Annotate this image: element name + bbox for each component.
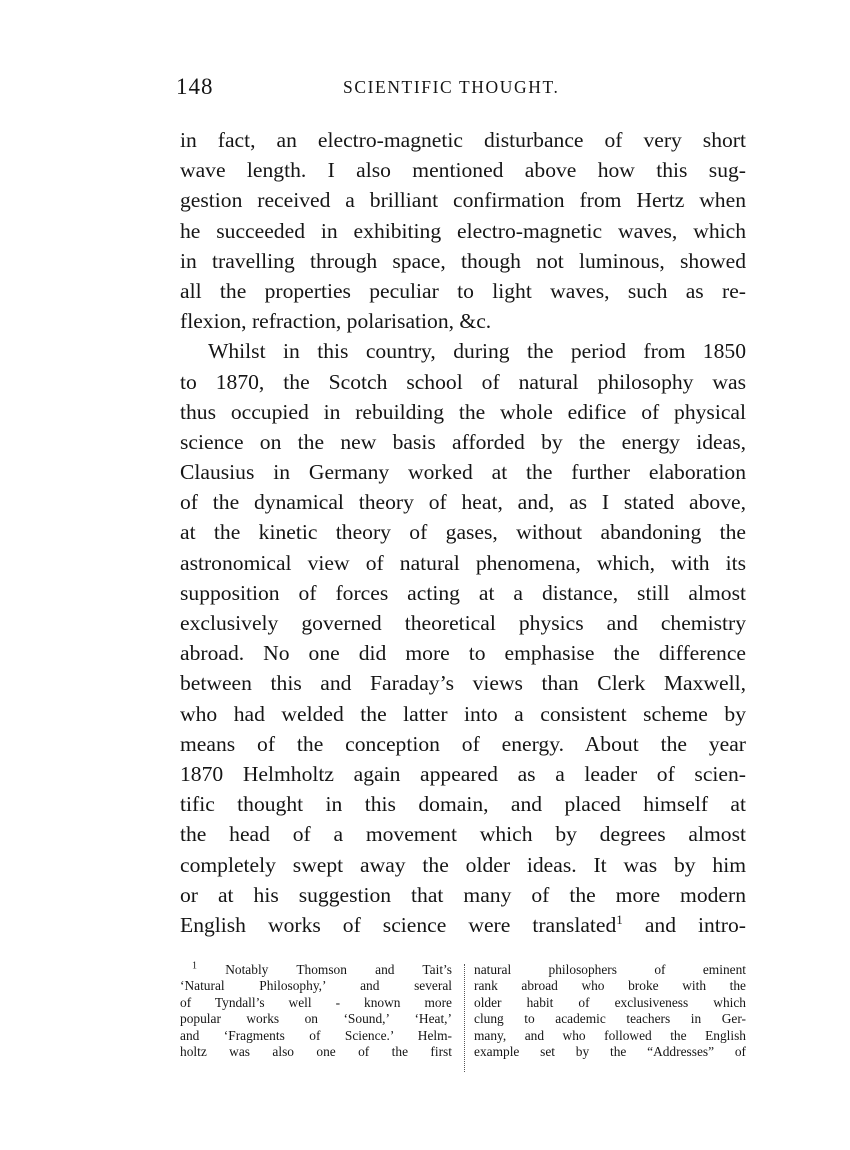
text-line: tific thought in this domain, and placed himself at (180, 792, 746, 817)
running-header (176, 74, 746, 108)
footnote-block (180, 962, 746, 1072)
text-line: to 1870, the Scotch school of natural philosophy was (180, 369, 746, 394)
text-line: supposition of forces acting at a distance, still almost (180, 580, 746, 605)
footnote-line: holtz was also one of the first (180, 1043, 452, 1059)
footnote-line: natural philosophers of eminent (474, 962, 746, 977)
text-line: Clausius in Germany worked at the further elaboration (180, 460, 746, 485)
text-line: exclusively governed theoretical physics and chemistry (180, 611, 746, 635)
text-segment: English works of science were translated (180, 912, 617, 937)
footnote-line: older habit of exclusiveness which (474, 994, 746, 1010)
text-line: of the dynamical theory of heat, and, as I stated above, (180, 490, 746, 515)
text-line: he succeeded in exhibiting electro-magnetic waves, which (180, 218, 746, 243)
text-line: gestion received a brilliant confirmation from Hertz when (180, 188, 746, 213)
text-line: astronomical view of natural phenomena, which, with its (180, 550, 746, 575)
text-line: or at his suggestion that many of the more modern (180, 882, 746, 907)
text-line: the head of a movement which by degrees almost (180, 822, 746, 847)
text-line: abroad. No one did more to emphasise the difference (180, 641, 746, 666)
text-line: means of the conception of energy. About the year (180, 731, 746, 756)
running-title: SCIENTIFIC THOUGHT. (343, 77, 560, 97)
footnote-reference: 1 (616, 911, 623, 927)
footnote-column-right (474, 962, 746, 1060)
text-segment: and intro- (644, 912, 746, 937)
footnote-line: and ‘Fragments of Science.’ Helm- (180, 1027, 452, 1043)
text-line: between this and Faraday’s views than Clerk Maxwell, (180, 671, 746, 696)
text-line: at the kinetic theory of gases, without abandoning the (180, 520, 746, 545)
text-line: thus occupied in rebuilding the whole edifice of physical (180, 399, 746, 424)
text-line: in travelling through space, though not luminous, showed (180, 248, 746, 273)
text-line: 1870 Helmholtz again appeared as a leader of scien- (180, 761, 746, 786)
footnote-line: example set by the “Addresses” of (474, 1043, 746, 1059)
footnote-line: many, and who followed the English (474, 1027, 746, 1043)
text-line: who had welded the latter into a consistent scheme by (180, 701, 746, 726)
text-line: flexion, refraction, polarisation, &c. (180, 309, 492, 334)
text-line: in fact, an electro-magnetic disturbance of very short (180, 128, 746, 152)
footnote-line: clung to academic teachers in Ger- (474, 1011, 746, 1027)
text-line: Whilst in this country, during the period from 1850 (208, 339, 746, 364)
footnote-line: popular works on ‘Sound,’ ‘Heat,’ (180, 1011, 452, 1027)
footnote-column-left (180, 962, 452, 1060)
text-line: all the properties peculiar to light waves, such as re- (180, 278, 746, 303)
footnote-text: Notably Thomson and Tait’s (225, 962, 452, 977)
footnote-line: of Tyndall’s well - known more (180, 994, 452, 1010)
text-line: completely swept away the older ideas. It was by him (180, 852, 746, 877)
column-divider (464, 964, 465, 1072)
footnote-line: ‘Natural Philosophy,’ and several (180, 978, 452, 994)
body-text (180, 125, 746, 940)
page-number: 148 (176, 74, 214, 99)
text-line (180, 910, 746, 940)
text-line: science on the new basis afforded by the energy ideas, (180, 429, 746, 454)
footnote-marker: 1 (192, 960, 197, 972)
footnote-line: rank abroad who broke with the (474, 978, 746, 994)
text-line: wave length. I also mentioned above how this sug- (180, 158, 746, 183)
footnote-line (180, 962, 452, 978)
